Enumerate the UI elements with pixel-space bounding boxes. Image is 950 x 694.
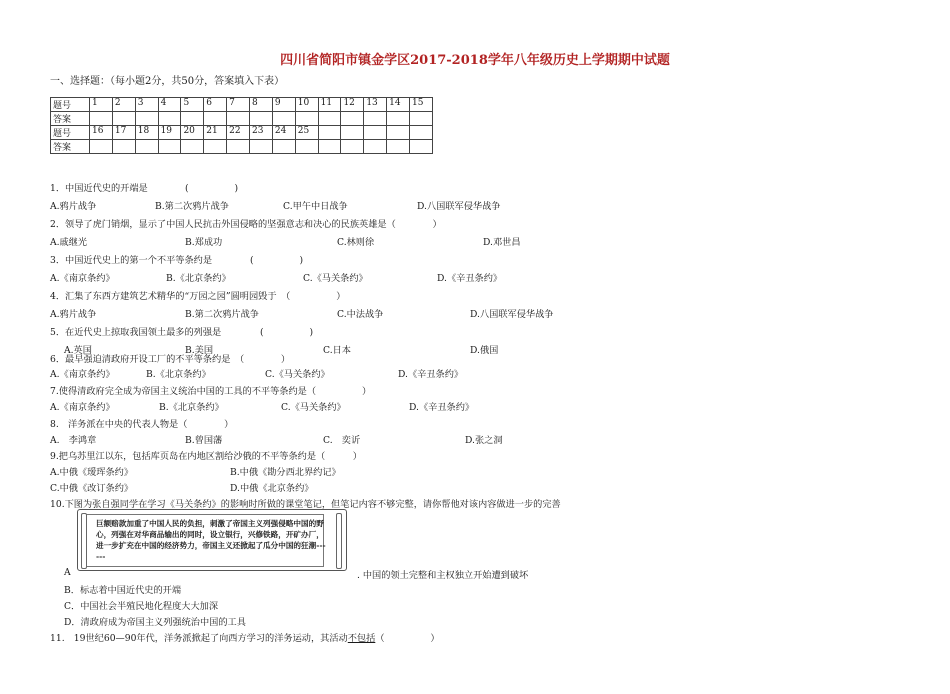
table-cell: [387, 126, 410, 140]
table-cell: 24: [272, 126, 295, 140]
option-10c: C．中国社会半殖民地化程度大大加深: [64, 601, 219, 612]
option-9d: D.中俄《北京条约》: [230, 483, 314, 494]
table-cell: [364, 140, 387, 154]
scroll-right-icon: [336, 513, 342, 569]
question-11-underlined: 不包括: [347, 633, 376, 644]
table-cell: 2: [112, 98, 135, 112]
option-4c: C.中法战争: [337, 309, 384, 320]
option-10a: . 中国的领土完整和主权独立开始遭到破坏: [357, 570, 529, 581]
answer-cell[interactable]: [295, 112, 318, 126]
option-1c: C.甲午中日战争: [283, 201, 348, 212]
question-1: 1．中国近代史的开端是: [50, 183, 148, 194]
table-cell: [410, 140, 433, 154]
option-4d: D.八国联军侵华战争: [470, 309, 554, 320]
answer-cell[interactable]: [364, 112, 387, 126]
table-cell: 25: [295, 126, 318, 140]
answer-table: [50, 97, 433, 154]
option-9c: C.中俄《改订条约》: [50, 483, 134, 494]
answer-cell[interactable]: [181, 140, 204, 154]
answer-cell[interactable]: [295, 140, 318, 154]
answer-cell[interactable]: [227, 112, 250, 126]
answer-cell[interactable]: [204, 140, 227, 154]
option-4a: A.鸦片战争: [50, 309, 97, 320]
option-3a: A.《南京条约》: [50, 273, 115, 284]
option-3d: D.《辛丑条约》: [437, 273, 503, 284]
answer-cell[interactable]: [135, 140, 158, 154]
table-cell: 23: [250, 126, 273, 140]
table-cell: 12: [341, 98, 364, 112]
answer-cell[interactable]: [158, 112, 181, 126]
question-3: 3．中国近代史上的第一个不平等条约是: [50, 255, 213, 266]
answer-cell[interactable]: [204, 112, 227, 126]
table-cell: 题号: [51, 126, 90, 140]
table-cell: 21: [204, 126, 227, 140]
answer-cell[interactable]: [90, 140, 113, 154]
option-5b: B.美国: [185, 345, 214, 356]
answer-cell[interactable]: [227, 140, 250, 154]
table-cell: [410, 126, 433, 140]
table-cell: [364, 126, 387, 140]
option-1a: A.鸦片战争: [50, 201, 97, 212]
option-8c: C. 奕䜣: [323, 435, 361, 446]
table-cell: 19: [158, 126, 181, 140]
option-4b: B.第二次鸦片战争: [185, 309, 259, 320]
answer-cell[interactable]: [272, 112, 295, 126]
table-cell: 3: [135, 98, 158, 112]
question-11-text: 11. 19世纪60—90年代，洋务派掀起了向西方学习的洋务运动，其活动: [50, 633, 348, 644]
table-cell: 7: [227, 98, 250, 112]
option-2a: A.戚继光: [50, 237, 88, 248]
question-5: 5．在近代史上掠取我国领土最多的列强是: [50, 327, 222, 338]
question-11-paren: （ ）: [375, 633, 440, 644]
option-10b: B．标志着中国近代史的开端: [64, 585, 182, 596]
table-cell: 题号: [51, 98, 90, 112]
question-8: 8. 洋务派在中央的代表人物是（ ）: [50, 419, 234, 430]
question-1-paren: ( ): [185, 183, 239, 194]
answer-cell[interactable]: [112, 112, 135, 126]
option-3b: B.《北京条约》: [166, 273, 231, 284]
answer-cell[interactable]: [341, 112, 364, 126]
table-cell: 14: [387, 98, 410, 112]
table-cell: 9: [272, 98, 295, 112]
option-2d: D.邓世昌: [483, 237, 521, 248]
option-5c: C.日本: [323, 345, 351, 356]
table-cell: 13: [364, 98, 387, 112]
answer-cell[interactable]: [90, 112, 113, 126]
answer-cell[interactable]: [135, 112, 158, 126]
option-7b: B.《北京条约》: [159, 402, 224, 413]
option-9a: A.中俄《瑷珲条约》: [50, 467, 134, 478]
answer-cell[interactable]: [387, 112, 410, 126]
table-row: [51, 98, 433, 112]
option-10d: D．清政府成为帝国主义列强统治中国的工具: [64, 617, 246, 628]
table-cell: 11: [318, 98, 341, 112]
answer-cell[interactable]: [318, 112, 341, 126]
table-cell: 15: [410, 98, 433, 112]
answer-cell[interactable]: [158, 140, 181, 154]
question-11: [50, 630, 440, 644]
option-10a-label: A: [64, 567, 71, 578]
question-10: 10.下图为张自强同学在学习《马关条约》的影响时所做的课堂笔记，但笔记内容不够完整，请你帮他对该内容做进一步的完善: [50, 499, 561, 510]
option-5a: A.英国: [64, 345, 92, 356]
table-cell: 答案: [51, 140, 90, 154]
table-cell: 20: [181, 126, 204, 140]
option-6b: B.《北京条约》: [146, 369, 211, 380]
question-7: 7.使得清政府完全成为帝国主义统治中国的工具的不平等条约是（ ）: [50, 386, 372, 397]
question-9: 9.把乌苏里江以东，包括库页岛在内地区割给沙俄的不平等条约是（ ）: [50, 451, 362, 462]
question-5-paren: ( ): [260, 327, 314, 338]
table-cell: 6: [204, 98, 227, 112]
table-cell: [341, 126, 364, 140]
exam-title: 四川省简阳市镇金学区2017-2018学年八年级历史上学期期中试题: [280, 53, 670, 68]
answer-cell[interactable]: [272, 140, 295, 154]
question-6: 6．最早强迫清政府开设工厂的不平等条约是 （ ）: [50, 354, 291, 365]
option-8a: A. 李鸿章: [50, 435, 97, 446]
table-cell: 1: [90, 98, 113, 112]
option-8d: D.张之洞: [465, 435, 503, 446]
table-cell: [341, 140, 364, 154]
answer-cell[interactable]: [250, 112, 273, 126]
table-cell: [318, 140, 341, 154]
question-4: 4．汇集了东西方建筑艺术精华的“万园之园”圆明园毁于 （ ）: [50, 291, 346, 302]
option-5d: D.俄国: [470, 345, 499, 356]
option-7a: A.《南京条约》: [50, 402, 115, 413]
option-1b: B.第二次鸦片战争: [155, 201, 229, 212]
option-6c: C.《马关条约》: [265, 369, 330, 380]
table-cell: [387, 140, 410, 154]
option-2c: C.林则徐: [337, 237, 375, 248]
option-3c: C.《马关条约》: [303, 273, 368, 284]
scroll-left-icon: [81, 513, 87, 569]
table-cell: 22: [227, 126, 250, 140]
notebook-image: [77, 509, 347, 571]
question-3-paren: ( ): [250, 255, 304, 266]
answer-cell[interactable]: [112, 140, 135, 154]
table-cell: 答案: [51, 112, 90, 126]
table-cell: 17: [112, 126, 135, 140]
option-8b: B.曾国藩: [185, 435, 223, 446]
option-7d: D.《辛丑条约》: [409, 402, 475, 413]
option-6a: A.《南京条约》: [50, 369, 115, 380]
table-row: [51, 126, 433, 140]
question-2: 2．领导了虎门销烟，显示了中国人民抗击外国侵略的坚强意志和决心的民族英雄是（ ）: [50, 219, 442, 230]
option-2b: B.郑成功: [185, 237, 223, 248]
table-cell: 8: [250, 98, 273, 112]
table-row: [51, 112, 433, 126]
option-6d: D.《辛丑条约》: [398, 369, 464, 380]
table-cell: 18: [135, 126, 158, 140]
answer-cell[interactable]: [250, 140, 273, 154]
table-row: [51, 140, 433, 154]
table-cell: 4: [158, 98, 181, 112]
table-cell: 10: [295, 98, 318, 112]
table-cell: 16: [90, 126, 113, 140]
answer-cell[interactable]: [410, 112, 433, 126]
option-7c: C.《马关条约》: [281, 402, 346, 413]
table-cell: [318, 126, 341, 140]
option-1d: D.八国联军侵华战争: [417, 201, 501, 212]
notebook-text: 巨额赔款加重了中国人民的负担，刺激了帝国主义列强侵略中国的野心，列强在对华商品输出的同时，设立银行，兴修铁路，开矿办厂，进一步扩充在中国的经济势力，帝国主义还掀起了瓜分中国的狂潮------: [96, 519, 326, 561]
section-heading: 一、选择题：（每小题2分，共50分，答案填入下表）: [50, 76, 285, 87]
table-cell: 5: [181, 98, 204, 112]
answer-cell[interactable]: [181, 112, 204, 126]
option-9b: B.中俄《勘分西北界约记》: [230, 467, 341, 478]
